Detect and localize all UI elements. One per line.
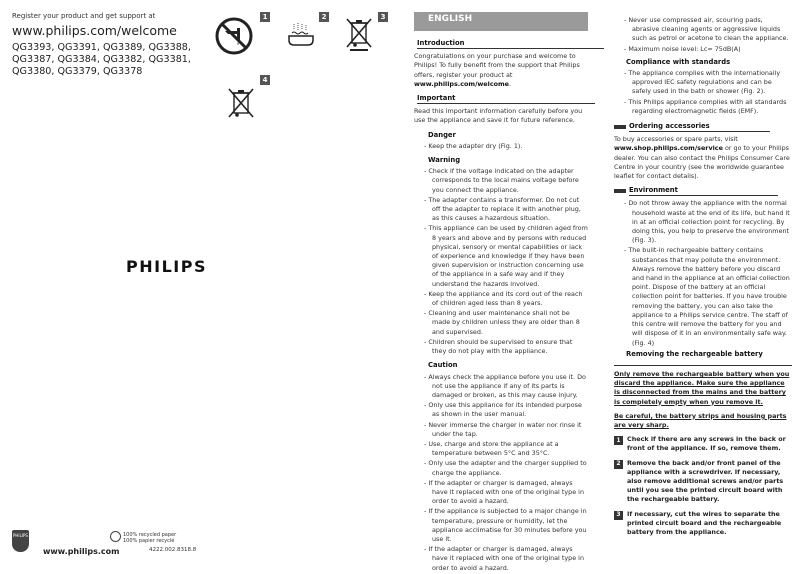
warning-item: - Children should be supervised to ensure that they do not play with the appliance.	[414, 338, 588, 356]
caution-item: - Use, charge and store the appliance at a temperature between 5°C and 35°C.	[414, 440, 588, 458]
warning-item: - Keep the appliance and its cord out of the reach of children aged less than 8 years.	[414, 290, 588, 308]
figure-number: 1	[260, 12, 270, 22]
figure-number: 2	[319, 12, 329, 22]
crossed-bin-battery-icon	[226, 86, 256, 126]
document-code: 4222.002.8318.8	[149, 547, 197, 553]
caution-heading: Caution	[428, 361, 458, 370]
caution-item: - If the appliance is subjected to a major change in temperature, pressure or humidity, let the appliance acclimatise for 30 minutes before you use it.	[414, 507, 588, 544]
caution-item: - Only use the adapter and the charger supplied to charge the appliance.	[414, 459, 588, 477]
environment-item: - Do not throw away the appliance with the normal household waste at the end of its life, but hand it in at an official collection point for recycling. By doing this, you help to preserve the environment (Fig. 3).	[614, 199, 792, 245]
no-tap-water-icon	[214, 16, 254, 60]
manual-column-1	[414, 12, 588, 574]
shop-link[interactable]: www.shop.philips.com/service	[614, 144, 723, 153]
caution-item: - Never use compressed air, scouring pads, abrasive cleaning agents or aggressive liquids such as petrol or acetone to clean the appliance.	[614, 16, 792, 44]
environment-item: - The built-in rechargeable battery contains substances that may pollute the environment. Always remove the battery before you discard and hand in the appliance at an official collection point. Dispose of the battery at an official collection point for batteries. If you have trouble removing the battery, you can also take the appliance to a Philips service centre. The staff of this centre will remove the battery for you and will dispose of it in an environmentally safe way. (Fig. 4)	[614, 246, 792, 347]
caution-item: - Never immerse the charger in water nor rinse it under the tap.	[414, 421, 588, 439]
footer-url[interactable]: www.philips.com	[43, 547, 120, 556]
accessories-text: To buy accessories or spare parts, visit www.shop.philips.com/service or go to your Philips dealer. You can also contact the Philips Consumer Care Centre in your country (see the worldwide guarantee leaflet for contact details).	[614, 135, 790, 181]
step-item: 3 If necessary, cut the wires to separate the printed circuit board and the rechargeable battery from the appliance.	[614, 510, 792, 538]
section-heading: Environment	[614, 186, 792, 196]
divider	[614, 365, 792, 366]
section-heading: Introduction	[414, 39, 588, 49]
caution-item: - Maximum noise level: Lc= 75dB(A)	[614, 45, 792, 54]
figure-number: 4	[260, 75, 270, 85]
caution-item: - If the adapter or charger is damaged, always have it replaced with one of the original type in order to avoid a hazard.	[414, 545, 588, 573]
compliance-heading: Compliance with standards	[626, 57, 731, 66]
intro-text: Congratulations on your purchase and welcome to Philips! To fully benefit from the support that Philips offers, register your product at www.philips.com/welcome.	[414, 52, 580, 88]
manual-column-2	[614, 16, 792, 542]
philips-logo: PHILIPS	[126, 257, 207, 276]
warning-heading: Warning	[428, 156, 461, 165]
important-text: Read this important information carefully before you use the appliance and save it for future reference.	[414, 107, 583, 125]
section-heading: Important	[414, 94, 588, 104]
danger-heading: Danger	[428, 130, 456, 139]
figure-number: 3	[378, 12, 388, 22]
model-line: QG3393, QG3391, QG3389, QG3388,	[12, 42, 191, 53]
register-title: Register your product and get support at	[12, 12, 156, 20]
recycled-paper-note: 100% recycled paper 100% papier recyclé	[123, 532, 177, 544]
language-header: ENGLISH	[414, 12, 588, 31]
compliance-item: - This Philips appliance complies with all standards regarding electromagnetic fields (EMF).	[614, 98, 792, 116]
section-heading: Ordering accessories	[614, 122, 792, 132]
warning-item: - This appliance can be used by children aged from 8 years and above and by persons with reduced physical, sensory or mental capabilities or lack of experience and knowledge if they have been given supervision or instruction concerning use of the appliance in a safe way and if they understand the hazards involved.	[414, 224, 588, 288]
sharp-warning: Be careful, the battery strips and housing parts are very sharp.	[614, 411, 787, 429]
model-line: QG3387, QG3384, QG3382, QG3381,	[12, 54, 191, 66]
warning-item: - Check if the voltage indicated on the adapter corresponds to the local mains voltage before you connect the appliance.	[414, 167, 588, 195]
removing-warning: Only remove the rechargeable battery when you discard the appliance. Make sure the appliance is disconnected from the mains and the battery is completely empty when you remove it.	[614, 369, 790, 406]
step-item: 1 Check if there are any screws in the back or front of the appliance. If so, remove them.	[614, 435, 792, 453]
caution-item: - If the adapter or charger is damaged, always have it replaced with one of the original type in order to avoid a hazard.	[414, 479, 588, 507]
compliance-item: - The appliance complies with the internationally approved IEC safety regulations and can be safely used in the bath or shower (Fig. 2).	[614, 69, 792, 97]
philips-shield-logo: PHILIPS	[12, 530, 29, 552]
crossed-bin-icon	[344, 16, 374, 56]
step-item: 2 Remove the back and/or front panel of the appliance with a screwdriver. If necessary, also remove additional screws and/or parts until you see the printed circuit board with the rechargeable battery.	[614, 459, 792, 505]
bath-shower-icon	[286, 20, 316, 54]
recycled-paper-icon	[110, 531, 121, 542]
model-line: QG3380, QG3379, QG3378	[12, 66, 143, 78]
removing-battery-heading: Removing the rechargeable battery	[626, 349, 763, 358]
danger-item: - Keep the adapter dry (Fig. 1).	[414, 142, 588, 151]
caution-item: - Always check the appliance before you use it. Do not use the appliance if any of its parts is damaged or broken, as this may cause injury.	[414, 373, 588, 401]
caution-item: - Only use this appliance for its intended purpose as shown in the user manual.	[414, 401, 588, 419]
model-list	[12, 42, 212, 79]
warning-item: - Cleaning and user maintenance shall not be made by children unless they are older than 8 and supervised.	[414, 309, 588, 337]
intro-link[interactable]: www.philips.com/welcome	[414, 79, 510, 88]
warning-item: - The adapter contains a transformer. Do not cut off the adapter to replace it with another plug, as this causes a hazardous situation.	[414, 196, 588, 224]
register-url[interactable]: www.philips.com/welcome	[12, 23, 177, 38]
